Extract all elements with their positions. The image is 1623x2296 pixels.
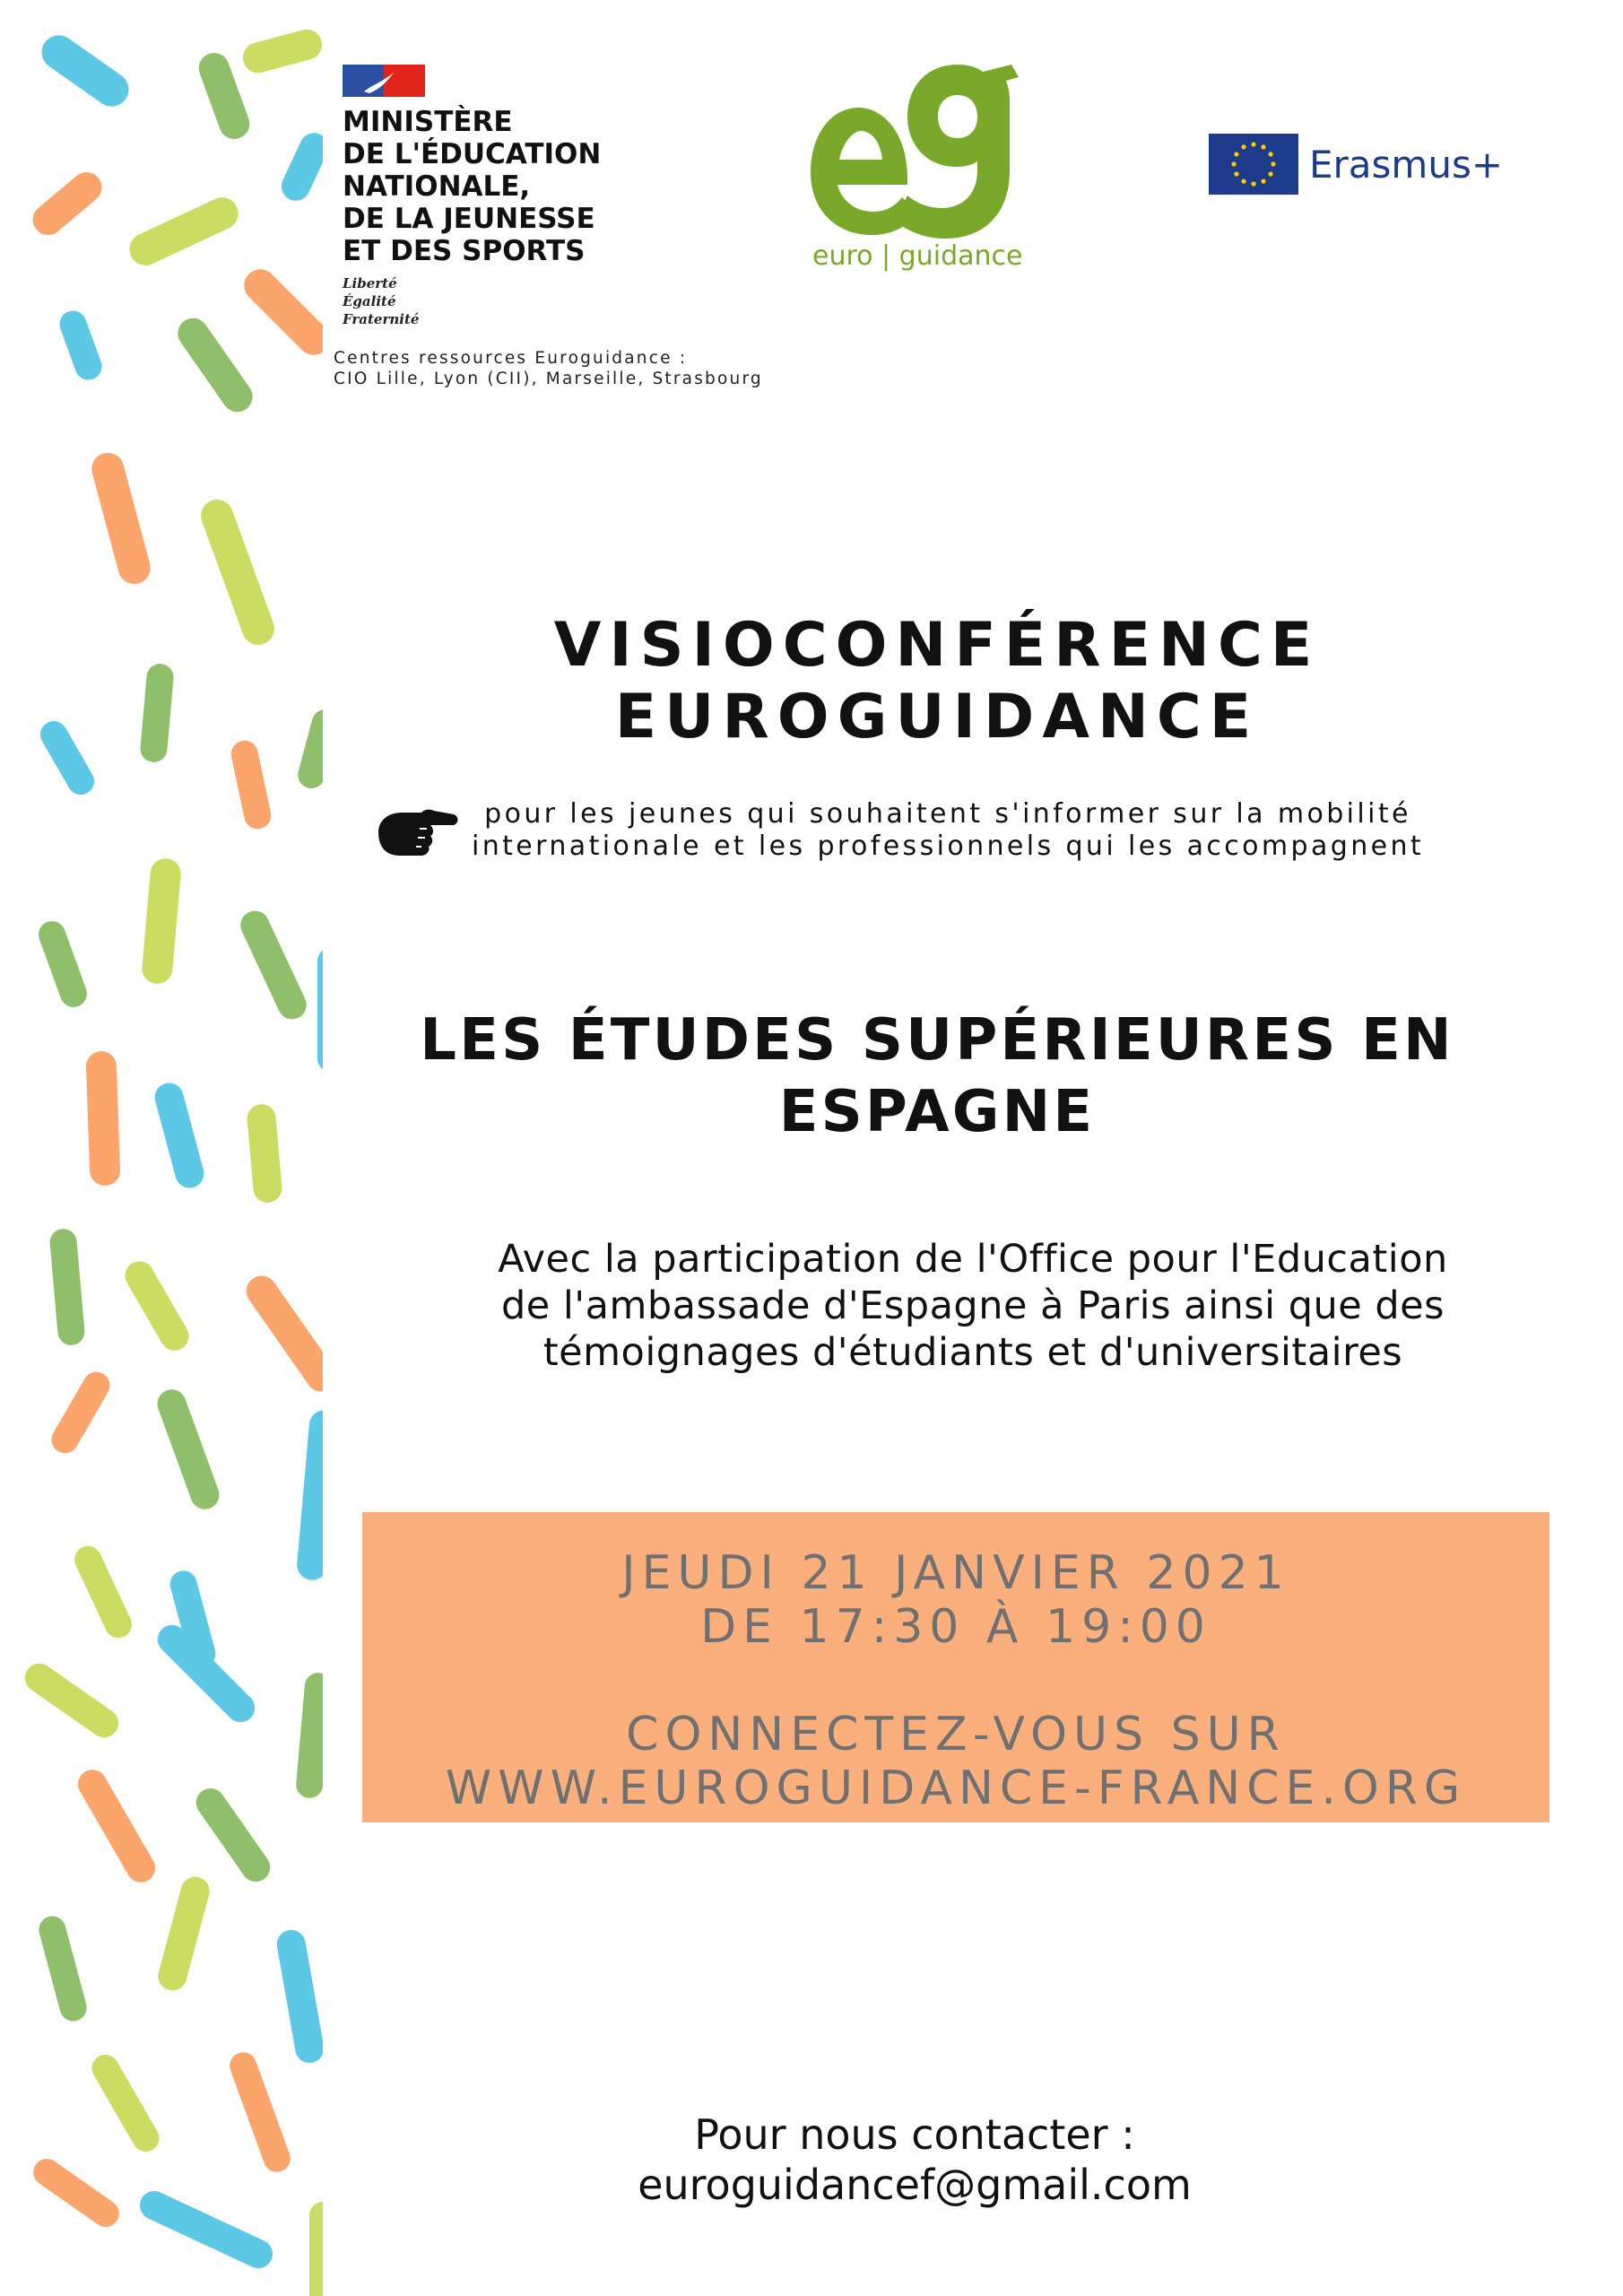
eu-star-icon (1251, 142, 1255, 146)
brush-stroke (238, 263, 323, 361)
brush-stroke (317, 947, 323, 1073)
resource-centres-line: Centres ressources Euroguidance : (334, 349, 688, 368)
brush-stroke (48, 1228, 85, 1346)
resource-centres-text (334, 348, 763, 389)
brush-stroke (246, 1103, 282, 1204)
brush-stroke (240, 1270, 323, 1397)
ministry-line: MINISTÈRE (343, 106, 513, 138)
brush-stroke (124, 192, 243, 271)
brush-stroke (141, 857, 182, 985)
eu-star-icon (1234, 152, 1238, 156)
brush-stroke (153, 1386, 223, 1514)
brush-stroke (120, 1256, 195, 1355)
motto-line: Égalité (343, 293, 396, 309)
contact-label: Pour nous contacter : (694, 2110, 1135, 2159)
page-title-line: EUROGUIDANCE (614, 682, 1260, 752)
brush-stroke (309, 2202, 323, 2296)
brush-stroke (88, 449, 154, 587)
brush-stroke (35, 29, 135, 113)
audience-line: internationale et les professionnels qui les accompagnent (472, 831, 1425, 862)
brush-stroke (155, 1874, 213, 1994)
eu-star-icon (1241, 179, 1245, 184)
brush-stroke (239, 26, 323, 76)
event-topic (359, 1004, 1515, 1148)
ministry-line: DE L'ÉDUCATION (343, 138, 602, 170)
erasmus-logo (1209, 133, 1503, 196)
euroguidance-caption: euro | guidance (812, 240, 1023, 272)
event-date: JEUDI 21 JANVIER 2021 (621, 1546, 1290, 1600)
brush-stroke (135, 2187, 278, 2274)
participation-line: Avec la participation de l'Office pour l'Education (498, 1237, 1448, 1282)
event-topic-line: LES ÉTUDES SUPÉRIEURES EN (420, 1007, 1454, 1074)
brush-stroke (28, 2153, 124, 2232)
ministry-logo (343, 65, 629, 328)
website-link[interactable]: WWW.EUROGUIDANCE-FRANCE.ORG (445, 1761, 1467, 1815)
brush-stroke (85, 1050, 120, 1186)
eu-star-icon (1261, 179, 1265, 184)
brush-stroke (35, 918, 91, 1011)
brush-stroke (139, 663, 174, 763)
brush-stroke (190, 1783, 275, 1888)
eu-star-icon (1269, 152, 1273, 156)
eu-star-icon (1271, 161, 1275, 166)
brush-stroke (196, 495, 279, 649)
decorative-brush-pattern (0, 0, 323, 2296)
eu-star-icon (1261, 144, 1265, 149)
eu-star-icon (1269, 171, 1273, 176)
french-flag-icon (343, 65, 425, 97)
brush-stroke (172, 312, 259, 418)
participation-text (395, 1236, 1551, 1376)
erasmus-label: Erasmus+ (1309, 142, 1504, 187)
motto-line: Liberté (343, 275, 397, 291)
brush-stroke (56, 307, 106, 383)
brush-stroke (295, 1672, 323, 1799)
eu-star-icon (1251, 181, 1255, 186)
brush-stroke (274, 1927, 323, 2065)
ministry-line: ET DES SPORTS (343, 235, 586, 267)
motto-line: Fraternité (343, 311, 420, 327)
pointing-hand-icon (375, 802, 459, 859)
ministry-line: DE LA JEUNESSE (343, 203, 595, 235)
brush-stroke (20, 1657, 125, 1743)
eu-star-icon (1241, 144, 1245, 149)
brush-stroke (87, 2050, 164, 2157)
audience-line: pour les jeunes qui souhaitent s'informer sur la mobilité (484, 798, 1411, 830)
eu-flag-icon (1209, 134, 1298, 195)
participation-line: témoignages d'étudiants et d'universitaires (542, 1330, 1403, 1375)
brush-stroke (226, 2048, 294, 2176)
page-title (359, 610, 1515, 753)
brush-stroke (73, 1764, 161, 1887)
eu-star-icon (1231, 161, 1236, 166)
brush-stroke (70, 1542, 136, 1642)
brush-stroke (236, 906, 311, 1023)
brush-stroke (277, 128, 323, 205)
event-time: DE 17:30 À 19:00 (700, 1600, 1211, 1654)
republic-motto (343, 274, 629, 328)
brush-stroke (296, 1409, 323, 1581)
audience-statement (375, 798, 1532, 863)
eu-star-icon (1234, 171, 1238, 176)
event-topic-line: ESPAGNE (778, 1079, 1096, 1145)
contact-block (359, 2109, 1471, 2210)
participation-line: de l'ambassade d'Espagne à Paris ainsi que des (500, 1283, 1445, 1328)
page-title-line: VISIOCONFÉRENCE (553, 610, 1321, 681)
brush-strokes-graphic (0, 0, 323, 2296)
brush-stroke (152, 1080, 207, 1191)
event-info-box (362, 1512, 1549, 1822)
brush-stroke (36, 717, 100, 800)
resource-centres-line: CIO Lille, Lyon (CII), Marseille, Strasbourg (334, 370, 763, 388)
brush-stroke (27, 166, 108, 241)
brush-stroke (36, 1913, 90, 2024)
audience-text (472, 798, 1424, 863)
ministry-line: NATIONALE, (343, 170, 531, 203)
brush-stroke (47, 1367, 115, 1458)
brush-stroke (229, 738, 273, 831)
contact-email[interactable]: euroguidancef@gmail.com (638, 2161, 1192, 2209)
ministry-name (343, 106, 629, 267)
brush-stroke (295, 707, 323, 792)
connect-label: CONNECTEZ-VOUS SUR (626, 1708, 1286, 1761)
